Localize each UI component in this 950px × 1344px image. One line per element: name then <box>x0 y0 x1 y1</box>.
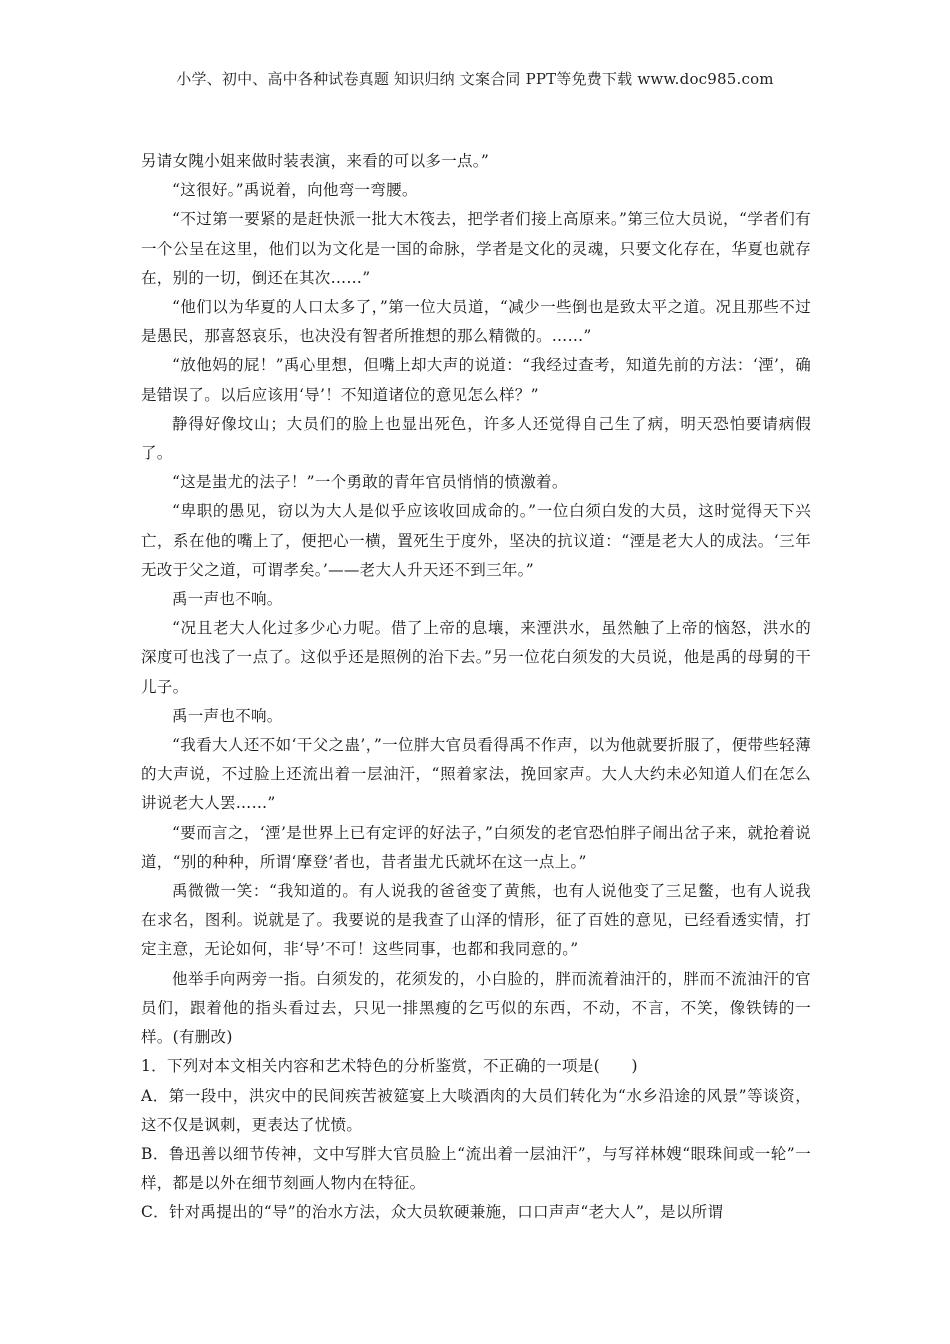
paragraph: “他们以为华夏的人口太多了，”第一位大员道，“减少一些倒也是致太平之道。况且那些不过是愚民，那喜怒哀乐，也决没有智者所推想的那么精微的。……” <box>141 298 811 346</box>
paragraph: “况且老大人化过多少心力呢。借了上帝的息壤，来湮洪水，虽然触了上帝的恼怒，洪水的深度可也浅了一点了。这似乎还是照例的治下去。”另一位花白须发的大员说，他是禹的母舅的干儿子。 <box>141 619 811 696</box>
paragraph: “这是蚩尤的法子！”一个勇敢的青年官员悄悄的愤激着。 <box>172 473 568 492</box>
paragraph: 禹一声也不响。 <box>172 706 283 725</box>
question-option-b: B．鲁迅善以细节传神，文中写胖大官员脸上“流出着一层油汗”，与写祥林嫂“眼珠间或一轮”一样，都是以外在细节刻画人物内在特征。 <box>141 1144 811 1193</box>
paragraph: “要而言之，‘湮’是世界上已有定评的好法子，”白须发的老官恐怕胖子闹出岔子来，就抢着说道，“别的种种，所谓‘摩登’者也，昔者蚩尤氏就坏在这一点上。” <box>141 823 811 871</box>
paragraph: 禹微微一笑：“我知道的。有人说我的爸爸变了黄熊，也有人说他变了三足鳖，也有人说我在求名，图利。说就是了。我要说的是我查了山泽的情形，征了百姓的意见，已经看透实情，打定主意，无论如何，非‘导’不可！这些同事，也都和我同意的。” <box>141 882 811 959</box>
paragraph: “我看大人还不如‘干父之蛊’，”一位胖大官员看得禹不作声，以为他就要折服了，便带些轻薄的大声说，不过脸上还流出着一层油汗，“照着家法，挽回家声。大人大约未必知道人们在怎么讲说老大人罢……” <box>141 736 811 813</box>
question-option-c: C．针对禹提出的“导”的治水方法，众大员软硬兼施，口口声声“老大人”，是以所谓 <box>141 1203 724 1222</box>
paragraph: “这很好。”禹说着，向他弯一弯腰。 <box>172 181 418 200</box>
paragraph: 另请女隗小姐来做时装表演，来看的可以多一点。” <box>141 152 490 170</box>
question-option-a: A．第一段中，洪灾中的民间疾苦被筵宴上大啖酒肉的大员们转化为“水乡沿途的风景”等谈资，这不仅是讽刺，更表达了忧愤。 <box>141 1086 811 1134</box>
paragraph: “不过第一要紧的是赶快派一批大木筏去，把学者们接上高原来。”第三位大员说，“学者们有一个公呈在这里，他们以为文化是一国的命脉，学者是文化的灵魂，只要文化存在，华夏也就存在，别的一切，倒还在其次……” <box>141 210 811 287</box>
paragraph: 他举手向两旁一指。白须发的，花须发的，小白脸的，胖而流着油汗的，胖而不流油汗的官员们，跟着他的指头看过去，只见一排黑瘦的乞丐似的东西，不动，不言，不笑，像铁铸的一样。(有删改) <box>141 969 811 1047</box>
document-body <box>141 147 811 1228</box>
paragraph: “卑职的愚见，窃以为大人是似乎应该收回成命的。”一位白须白发的大员，这时觉得天下兴亡，系在他的嘴上了，便把心一横，置死生于度外，坚决的抗议道：“湮是老大人的成法。‘三年无改于父之道，可谓孝矣。’——老大人升天还不到三年。” <box>141 502 811 579</box>
paragraph: 静得好像坟山；大员们的脸上也显出死色，许多人还觉得自己生了病，明天恐怕要请病假了。 <box>141 414 811 463</box>
paragraph: 禹一声也不响。 <box>172 590 283 609</box>
question-stem: 1．下列对本文相关内容和艺术特色的分析鉴赏，不正确的一项是( ) <box>141 1057 638 1076</box>
page-header: 小学、初中、高中各种试卷真题 知识归纳 文案合同 PPT等免费下载 www.doc985.com <box>176 70 774 88</box>
paragraph: “放他妈的屁！”禹心里想，但嘴上却大声的说道：“我经过查考，知道先前的方法：‘湮’，确是错误了。以后应该用‘导’！不知道诸位的意见怎么样？” <box>141 356 811 404</box>
